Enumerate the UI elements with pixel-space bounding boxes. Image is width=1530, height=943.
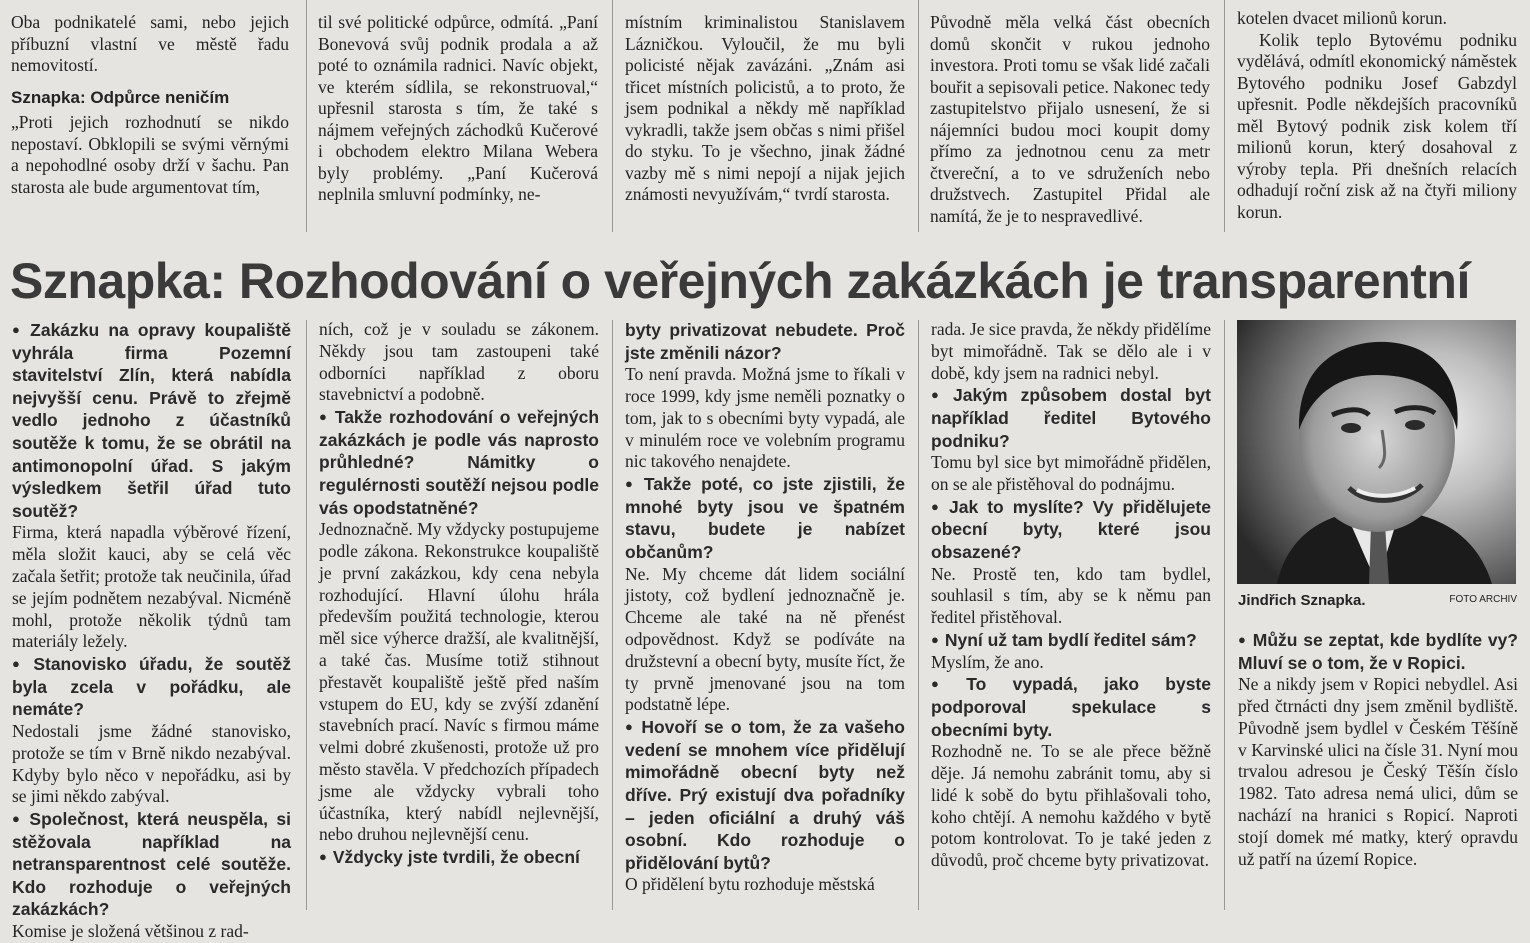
interview-answer: Rozhodně ne. To se ale přece běžně děje. Já nemohu zabránit tomu, aby si lidé k sobě do bytu přihlašovali toho, koho chtějí. A nemohu každého v bytě potom kontrolovat. To je také jeden z důvodů, proč chceme byty privatizovat. (931, 741, 1211, 871)
interview-answer: Komise je složená většinou z rad- (12, 921, 249, 942)
interview-question: ● Nyní už tam bydlí ředitel sám? (931, 629, 1197, 650)
interview-question: ● Společnost, která neuspěla, si stěžovala například na netransparentnost celé soutěže. Kdo rozhoduje o veřejných zakázkách? (12, 809, 292, 920)
interview-answer: Tomu byl sice byt mimořádně přidělen, on se ale přistěhoval do podnájmu. (931, 452, 1211, 494)
interview-answer: rada. Je sice pravda, že někdy přidělíme byt mimořádně. Tak se dělo ale i v době, kdy jsem na radnici nebyl. (931, 319, 1211, 383)
bullet-icon: ● (319, 409, 329, 425)
interview-answer: ních, což je v souladu se zákonem. Někdy jsou tam zastoupeni také odborníci například z oboru stavebnictví a podobně. (319, 319, 599, 405)
interview-question: ● Takže poté, co jste zjistili, že mnohé byty jsou ve špatném stavu, budete je nabízet občanům? (625, 474, 906, 562)
interview-question: ● Můžu se zeptat, kde bydlíte vy? Mluví se o tom, že v Ropici. (1238, 630, 1518, 673)
paragraph: til své politické odpůrce, odmítá. „Paní Bonevová svůj podnik prodala a až poté to oznámila radnici. Navíc objekt, ve kterém sídlila, se rekonstruoval,“ upřesnil starosta s tím, že také s nájmem veřejných záchodků Kučerové i obchodem elektro Milana Webera byly problémy. „Paní Kučerová neplnila smluvní podmínky, ne- (318, 12, 598, 204)
interview-question: byty privatizovat nebudete. Proč jste změnili názor? (625, 320, 905, 363)
bullet-icon: ● (1238, 632, 1247, 647)
bullet-icon: ● (931, 498, 943, 514)
top-column-4 (930, 12, 1210, 227)
top-column-2 (318, 12, 598, 206)
column-rule (306, 0, 307, 232)
portrait-image (1237, 320, 1516, 584)
bullet-icon: ● (319, 849, 327, 865)
article-column-3 (625, 319, 905, 896)
paragraph: Původně měla velká část obecních domů skončit v rukou jednoho investora. Proti tomu se však lidé začali bouřit a sepisovali petice. Nakonec tedy zastupitelstvo přijalo usnesení, že si nájemníci budou moci koupit domy přímo za jednotnou cenu za metr čtvereční, a to ve sdruženích nebo družstvech. Zastupitel Přidal ale namítá, že je to nespravedlivé. (930, 12, 1210, 226)
caption-name: Jindřich Sznapka. (1238, 592, 1366, 609)
article-column-1 (12, 319, 291, 943)
bullet-icon: ● (625, 719, 636, 735)
article-column-2 (319, 319, 599, 869)
interview-question: ● To vypadá, jako byste podporoval spekulace s obecními byty. (931, 674, 1211, 740)
paragraph: Oba podnikatelé sami, nebo jejich příbuzní vlastní ve městě řadu nemovitostí. (11, 12, 289, 75)
interview-question: ● Hovoří se o tom, že za vašeho vedení se mnohem více přidělují mimořádně obecní byty než dříve. Prý existují dva pořadníky – jeden oficiální a druhý váš osobní. Kdo rozhoduje o přidělování bytů? (625, 717, 905, 873)
paragraph: Kolik teplo Bytovému podniku vydělává, odmítl ekonomický náměstek Bytového podniku Josef Gabzdyl upřesnit. Podle někdejších pracovníků měl Bytový podnik zisk kolem tří milionů korun, který dosahoval z výroby tepla. Při dnešních relacích odhadují roční zisk až na čtyři miliony korun. (1237, 29, 1517, 222)
bullet-icon: ● (625, 476, 638, 492)
column-rule (1224, 0, 1225, 232)
interview-answer: Ne. Prostě ten, kdo tam bydlel, souhlasil s tím, aby se k němu pan ředitel přistěhoval. (931, 563, 1211, 628)
interview-question: ● Jak to myslíte? Vy přidělujete obecní byty, které jsou obsazené? (931, 496, 1211, 562)
bullet-icon: ● (12, 656, 28, 672)
bullet-icon: ● (931, 387, 948, 403)
column-rule (918, 0, 919, 232)
bullet-icon: ● (12, 811, 24, 827)
portrait-photo (1237, 320, 1516, 584)
bullet-icon: ● (12, 322, 25, 337)
interview-answer: Myslím, že ano. (931, 651, 1044, 672)
top-column-5 (1237, 8, 1517, 223)
column-rule (1224, 320, 1225, 910)
interview-answer: Jednoznačně. My vždycky postupujeme podle zákona. Rekonstrukce koupaliště je první zakázkou, kdy cena nebyla rozhodující. Hlavní úlohu hrála především použitá technologie, kterou měl sice výherce dražší, ale kvalitnější, a také čas. Musíme totiž stihnout přestavět koupaliště ještě před naším vstupem do EU, kdy se zvýší zdanění stavebních prací. Navíc s firmou máme velmi dobré zkušenosti, protože už pro město stavěla. V předchozích případech jsme ale vždycky vybrali toho účastníka, který nabídl nejlevnější, nebo druhou nejlevnější cenu. (319, 519, 599, 845)
interview-question: ● Zakázku na opravy koupaliště vyhrála firma Pozemní stavitelství Zlín, která nabídla nejvyšší cenu. Právě to zřejmě vedlo jednoho z účastníků soutěže k tomu, že se obrátil na antimonopolní úřad. S jakým výsledkem šetřil úřad tuto soutěž? (12, 320, 291, 521)
interview-answer: Ne. My chceme dát lidem sociální jistoty, což bydlení jednoznačně je. Chceme ale také na ně přenést odpovědnost. Když se podíváte na družstevní a obecní byty, musíte říct, že ty prvně jmenované jsou na tom podstatně lépe. (625, 563, 905, 715)
photo-credit: FOTO ARCHIV (1449, 594, 1517, 605)
paragraph: místním kriminalistou Stanislavem Lázničkou. Vyloučil, že mu byli policisté nějak zavázáni. „Znám asi třicet místních policistů, a to proto, že jsem podnikal a někdy mě například vykradli, takže jsem občas s nimi přišel do styku. To je všechno, jinak žádné vazby mě s nimi nepojí a nijak jejich známosti nevyužívám,“ tvrdí starosta. (625, 12, 905, 204)
subheading: Sznapka: Odpůrce neničím (11, 87, 230, 107)
interview-question: ● Stanovisko úřadu, že soutěž byla zcela v pořádku, ale nemáte? (12, 654, 291, 720)
column-rule (612, 0, 613, 232)
top-column-3 (625, 12, 905, 206)
interview-answer: Firma, která napadla výběrové řízení, měla složit kauci, aby se celá věc začala šetřit; protože tak neučinila, úřad se jejím podnětem nezabýval. Nicméně mohl, protože několik týdnů tam materiály ležely. (12, 522, 291, 652)
paragraph: kotelen dvacet milionů korun. (1237, 8, 1447, 28)
paragraph: „Proti jejich rozhodnutí se nikdo nepostaví. Obklopili se svými věrnými a nepohodlné osoby drží v šachu. Pan starosta ale bude argumentovat tím, (11, 112, 289, 197)
bullet-icon: ● (931, 676, 961, 692)
column-rule (612, 320, 613, 910)
column-rule (918, 320, 919, 910)
interview-question: ● Takže rozhodování o veřejných zakázkách je podle vás naprosto průhledné? Námitky o regulérnosti soutěží nejsou podle vás opodstatněné? (319, 407, 600, 518)
interview-answer: O přidělení bytu rozhoduje městská (625, 874, 875, 895)
top-column-1 (11, 12, 289, 198)
photo-caption (1238, 592, 1517, 610)
article-headline: Sznapka: Rozhodování o veřejných zakázkách je transparentní (10, 253, 1470, 309)
article-column-5 (1238, 629, 1518, 870)
article-column-4 (931, 319, 1211, 872)
interview-answer: Ne a nikdy jsem v Ropici nebydlel. Asi před čtrnácti dny jsem změnil bydliště. Původně jsem bydlel v Českém Těšíně v Karvinské ulici na čísle 31. Nyní mou trvalou adresou je Český Těšín číslo 1982. Tato adresa nemá ulici, dům se nachází na hranici s Ropicí. Naproti stojí domek mé matky, který opravdu už patří na území Ropice. (1238, 674, 1518, 869)
bullet-icon: ● (931, 631, 939, 647)
interview-question: ● Jakým způsobem dostal byt například ředitel Bytového podniku? (931, 385, 1211, 451)
interview-answer: To není pravda. Možná jsme to říkali v roce 1999, kdy jsme neměli poznatky o tom, jak to s obecními byty vypadá, ale v minulém roce ve volebním programu nic takového nenajdete. (625, 364, 905, 472)
column-rule (306, 320, 307, 910)
interview-question: ● Vždycky jste tvrdili, že obecní (319, 847, 580, 868)
interview-answer: Nedostali jsme žádné stanovisko, protože se tím v Brně nikdo nezabýval. Kdyby bylo něco v nepořádku, asi by se jimi někdo zabýval. (12, 720, 291, 807)
